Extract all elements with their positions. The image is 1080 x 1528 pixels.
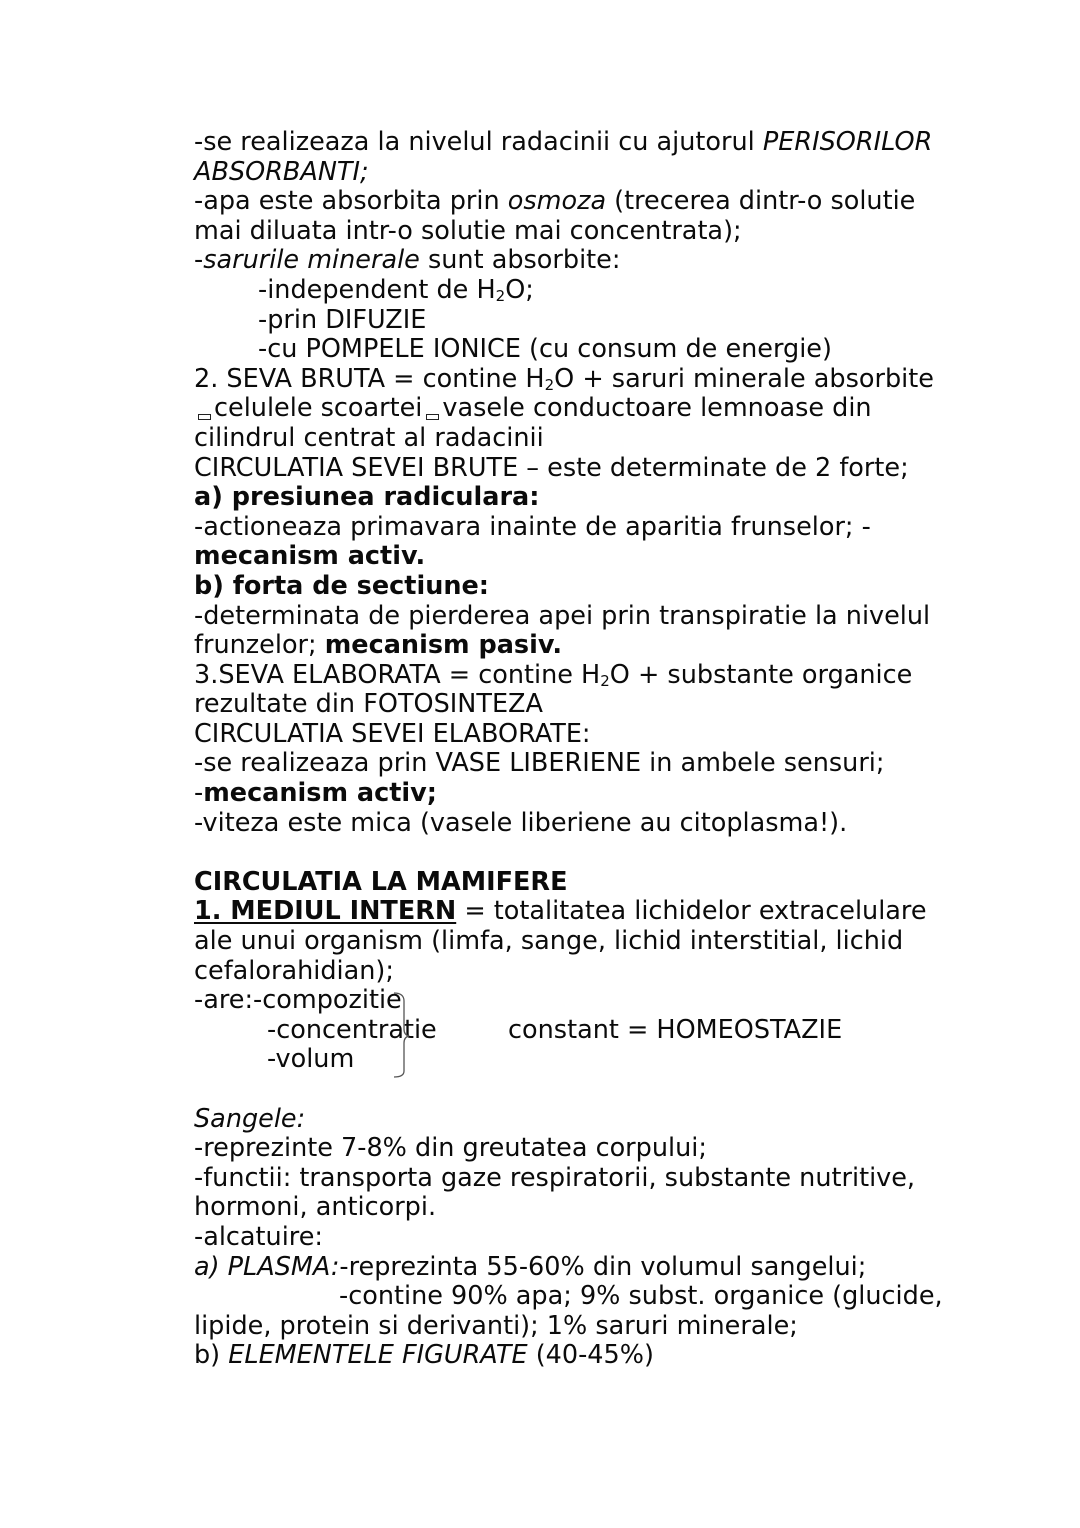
text-line <box>194 128 954 158</box>
spacer <box>194 1075 954 1105</box>
text: O + substante organice <box>609 659 913 690</box>
text: celulele scoartei <box>214 393 423 424</box>
text-line: mai diluata intr-o solutie mai concentrata); <box>194 215 742 246</box>
text: -concentratie <box>267 1014 437 1045</box>
text: -se realizeaza la nivelul radacinii cu ajutorul <box>194 127 763 157</box>
text-line: -se realizeaza prin VASE LIBERIENE in ambele sensuri; <box>194 748 885 779</box>
text: - <box>194 245 204 276</box>
text-line: -alcatuire: <box>194 1221 324 1252</box>
text: = totalitatea lichidelor extracelulare <box>456 896 927 927</box>
italic-term: a) PLASMA: <box>194 1251 340 1282</box>
text-line <box>194 365 954 395</box>
text: -independent de H <box>258 274 496 305</box>
subscript: 2 <box>544 375 555 394</box>
text-line <box>194 246 954 276</box>
text-line: -are:-compozitie <box>194 985 402 1016</box>
text-line-bold: mecanism activ. <box>194 541 426 572</box>
text-line <box>194 394 954 424</box>
text-line: rezultate din FOTOSINTEZA <box>194 689 543 720</box>
text: O; <box>505 274 534 305</box>
text-line: -actioneaza primavara inainte de aparitia frunselor; - <box>194 511 871 542</box>
bold-underlined-term: 1. MEDIUL INTERN <box>194 896 457 927</box>
italic-term: sarurile minerale <box>203 245 420 276</box>
text-line: -functii: transporta gaze respiratorii, substante nutritive, <box>194 1162 916 1193</box>
italic-term: ABSORBANTI; <box>194 156 369 187</box>
text: 2. SEVA BRUTA = contine H <box>194 363 545 394</box>
text-line: ale unui organism (limfa, sange, lichid interstitial, lichid <box>194 926 904 957</box>
text-line <box>194 1341 954 1371</box>
text-line: CIRCULATIA SEVEI ELABORATE: <box>194 718 591 749</box>
text: -reprezinta 55-60% din volumul sangelui; <box>339 1251 867 1282</box>
text: O + saruri minerale absorbite <box>554 363 934 394</box>
italic-term: PERISORILOR <box>762 127 933 157</box>
text: sunt absorbite: <box>419 245 621 276</box>
text-line: lipide, protein si derivanti); 1% saruri minerale; <box>194 1310 798 1341</box>
italic-term: ELEMENTELE FIGURATE <box>228 1340 528 1371</box>
subheading: a) presiunea radiculara: <box>194 482 540 513</box>
text: -apa este absorbita prin <box>194 186 508 217</box>
text-line: -viteza este mica (vasele liberiene au citoplasma!). <box>194 807 848 838</box>
text-line <box>194 661 954 691</box>
text-line: hormoni, anticorpi. <box>194 1192 437 1223</box>
subscript: 2 <box>600 671 610 690</box>
text-line <box>194 1016 954 1046</box>
text-line: CIRCULATIA SEVEI BRUTE – este determinate de 2 forte; <box>194 452 909 483</box>
missing-glyph-arrow-icon <box>426 414 439 420</box>
missing-glyph-arrow-icon <box>198 414 211 420</box>
bold-term: mecanism activ; <box>203 778 437 809</box>
text: b) <box>194 1340 229 1371</box>
text-line <box>194 897 954 927</box>
text-line: -determinata de pierderea apei prin transpiratie la nivelul <box>194 600 931 631</box>
section-heading: CIRCULATIA LA MAMIFERE <box>194 866 568 897</box>
text-line: -reprezinte 7-8% din greutatea corpului; <box>194 1133 707 1164</box>
text-line <box>194 1253 954 1283</box>
document-page <box>194 128 954 1371</box>
text-line: -contine 90% apa; 9% subst. organice (glucide, <box>339 1281 943 1312</box>
text: - <box>194 778 204 809</box>
text-line: -prin DIFUZIE <box>258 304 427 335</box>
italic-term: osmoza <box>507 186 607 217</box>
text-line: cefalorahidian); <box>194 955 394 986</box>
text-line: -volum <box>267 1044 355 1075</box>
text: vasele conductoare lemnoase din <box>442 393 872 424</box>
text: (40-45%) <box>527 1340 654 1371</box>
text-line <box>194 187 954 217</box>
subheading-italic: Sangele: <box>194 1103 306 1134</box>
text-line <box>194 276 954 306</box>
text: frunzelor; <box>194 630 325 661</box>
text: 3.SEVA ELABORATA = contine H <box>194 659 601 690</box>
text: constant = HOMEOSTAZIE <box>508 1014 843 1045</box>
subscript: 2 <box>495 286 506 305</box>
bold-term: mecanism pasiv. <box>324 630 563 661</box>
text: (trecerea dintr-o solutie <box>606 186 916 217</box>
text-line <box>194 779 954 809</box>
text-line: -cu POMPELE IONICE (cu consum de energie) <box>258 334 832 365</box>
subheading: b) forta de sectiune: <box>194 570 489 601</box>
spacer <box>194 838 954 868</box>
text-line <box>194 158 954 188</box>
text-line: cilindrul centrat al radacinii <box>194 422 544 453</box>
text-line <box>194 631 954 661</box>
curly-brace-icon <box>392 991 422 1079</box>
